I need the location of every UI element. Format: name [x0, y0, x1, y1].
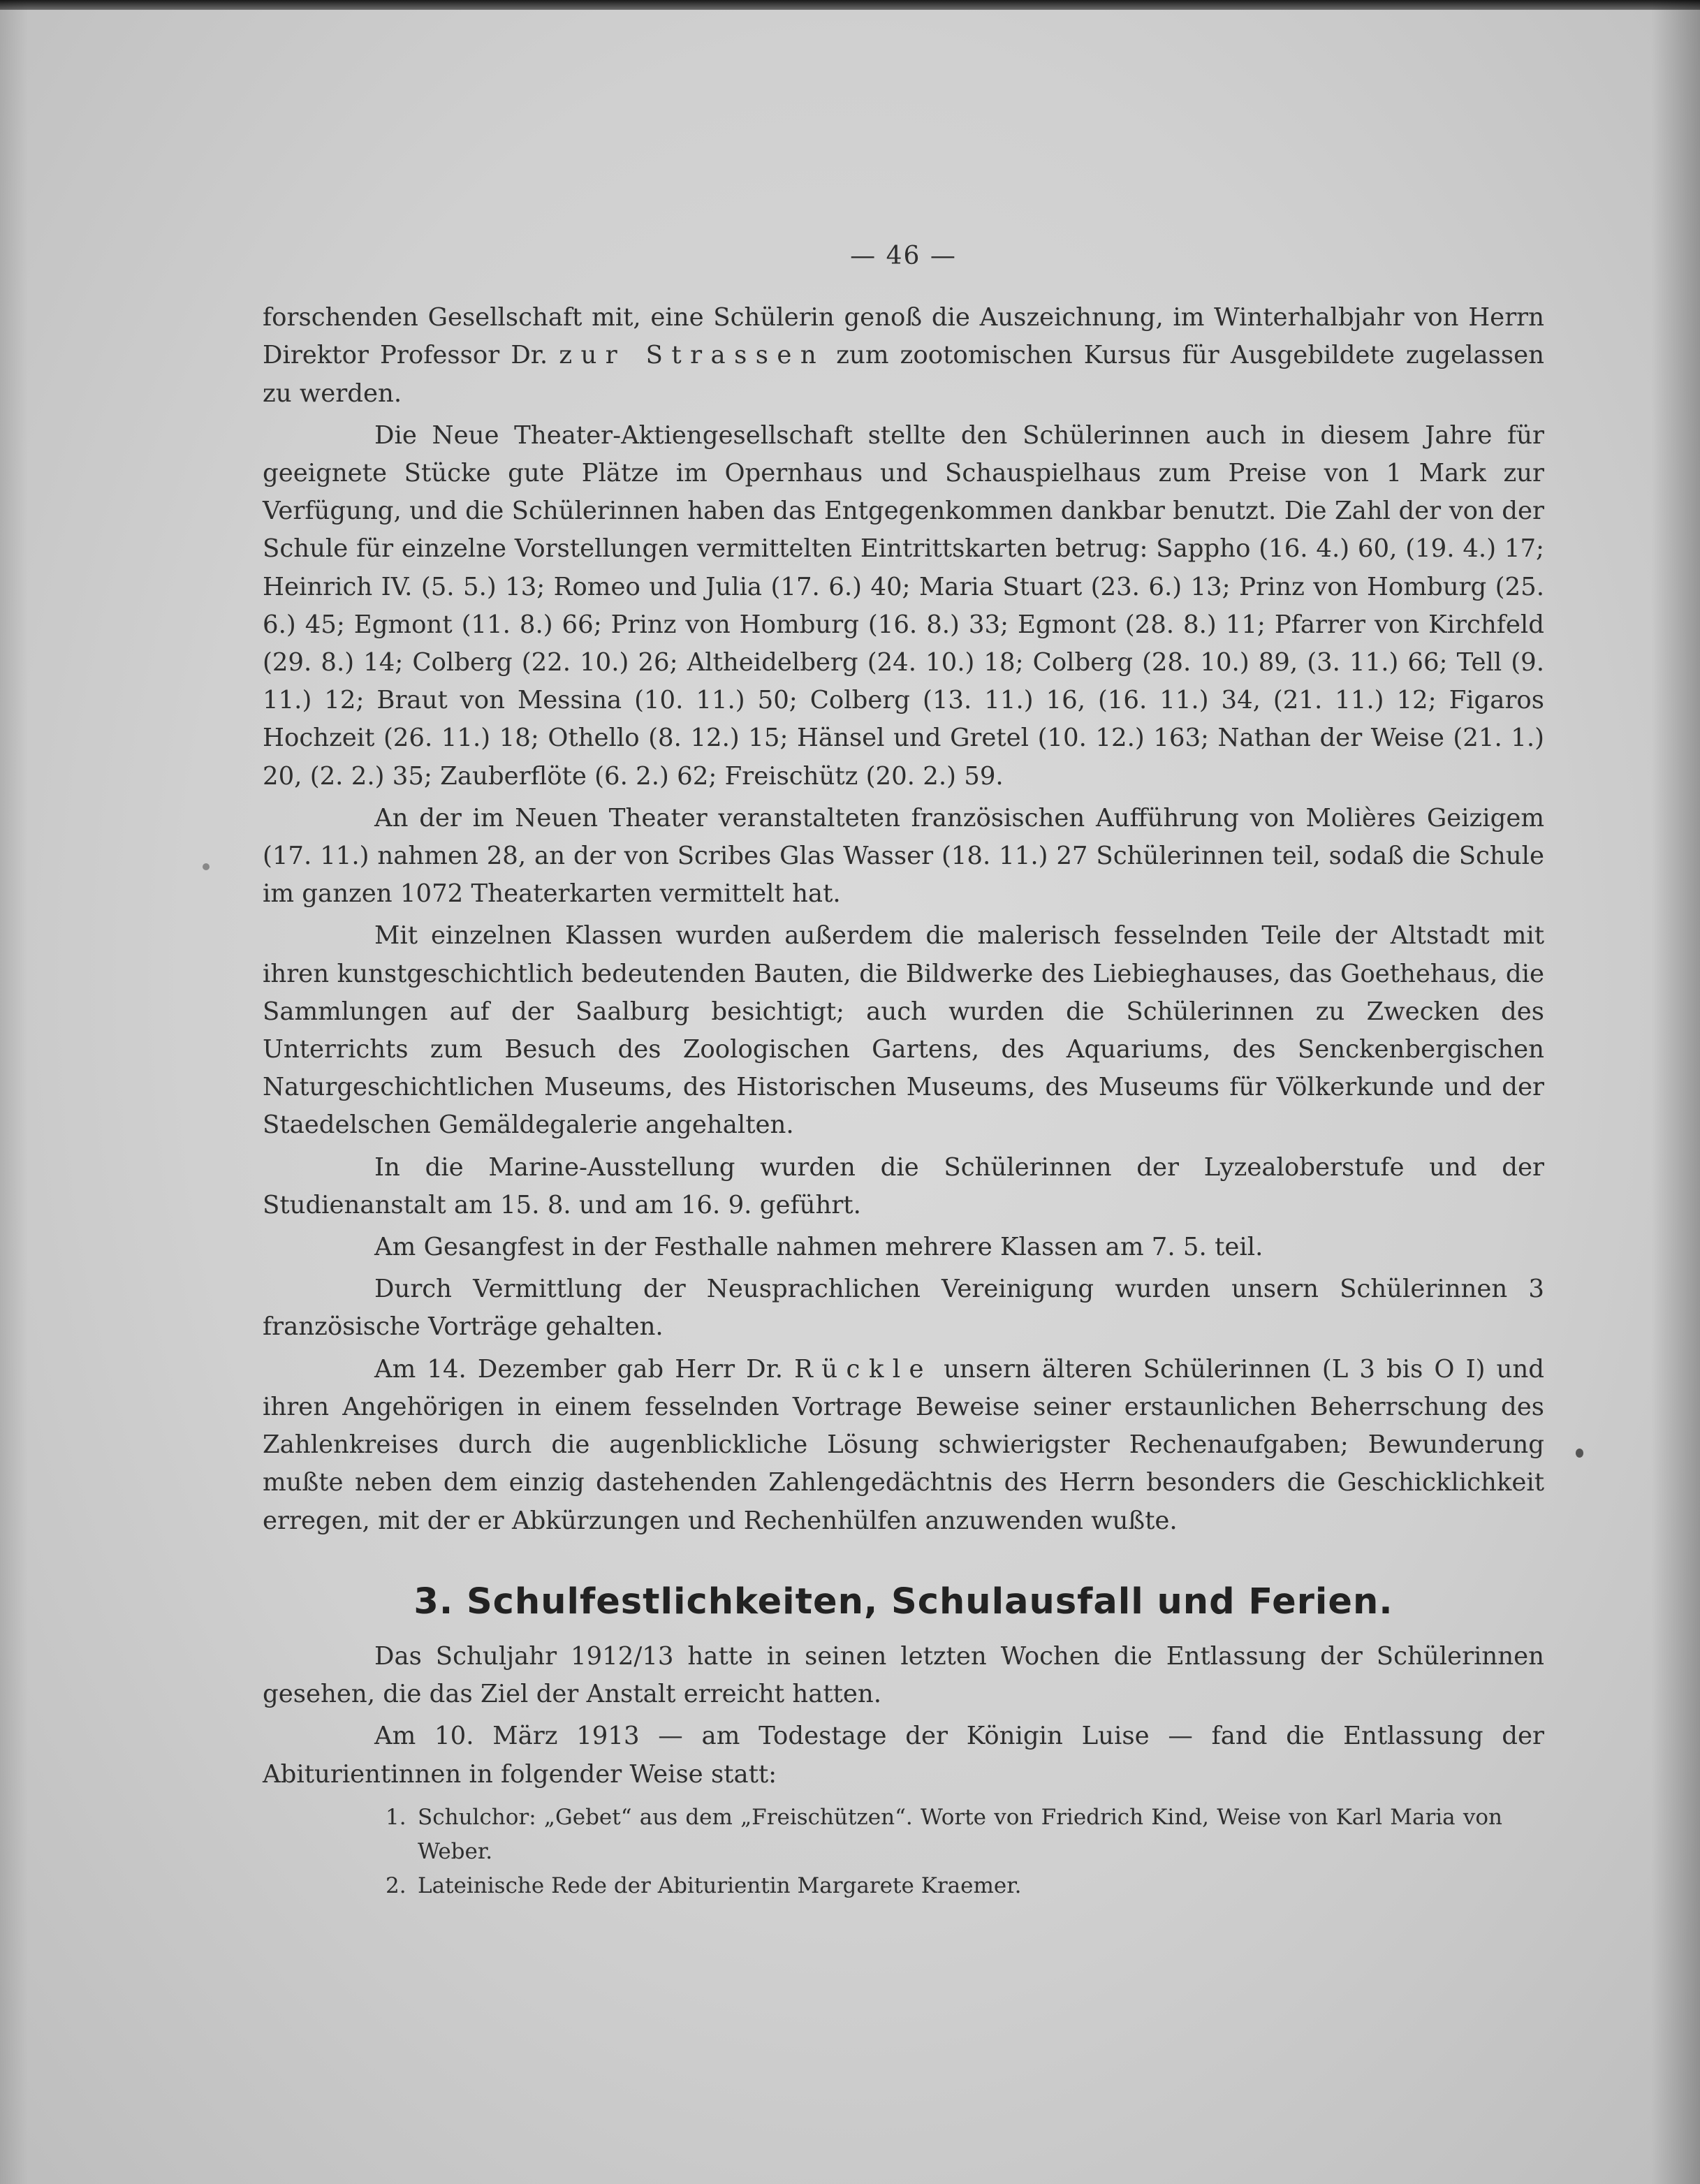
text-body: [263, 237, 1544, 1903]
ceremony-program-list: [263, 1801, 1544, 1903]
paragraph: An der im Neuen Theater veranstalteten französischen Aufführung von Molières Geizigem (17. 11.) nahmen 28, an der von Scribes Glas Wasser (18. 11.) 27 Schülerinnen teil, sodaß die Schule im ganzen 1072 Theaterkarten vermittelt hat.: [263, 803, 1544, 909]
list-item-text: Lateinische Rede der Abiturientin Margarete Kraemer.: [418, 1872, 1022, 1898]
section-heading: 3. Schulfestlichkeiten, Schulausfall und Ferien.: [413, 1581, 1393, 1622]
ink-spot: [203, 863, 210, 870]
paragraph-text: forschenden Gesellschaft mit, eine Schülerin genoß die Auszeichnung, im Winterhalbjahr von Herrn Direktor Professor Dr.: [263, 303, 1544, 370]
scan-edge-top: [0, 0, 1700, 10]
paragraph-text: Am 14. Dezember gab Herr Dr.: [374, 1354, 783, 1384]
ink-spot: [1576, 1449, 1583, 1458]
list-item-number: 1.: [386, 1804, 406, 1830]
paragraph: Am 10. März 1913 — am Todestage der Königin Luise — fand die Entlassung der Abiturientinnen in folgender Weise statt:: [263, 1722, 1544, 1789]
paragraph: [263, 299, 1544, 413]
paragraph: In die Marine-Ausstellung wurden die Schülerinnen der Lyzealoberstufe und der Studienanstalt am 15. 8. und am 16. 9. geführt.: [263, 1152, 1544, 1219]
person-name: Rückle: [794, 1354, 932, 1384]
list-item: [386, 1801, 1502, 1869]
list-item-number: 2.: [386, 1872, 406, 1898]
paragraph: Mit einzelnen Klassen wurden außerdem die malerisch fesselnden Teile der Altstadt mit ihren kunstgeschichtlich bedeutenden Bauten, die Bildwerke des Liebieghauses, das Goethehaus, die Sammlungen auf der Saalburg besichtigt; auch wurden die Schülerinnen zu Zwecken des Unterrichts zum Besuch des Zoologischen Gartens, des Aquariums, des Senckenbergischen Naturgeschichtlichen Museums, des Historischen Museums, des Museums für Völkerkunde und der Staedelschen Gemäldegalerie angehalten.: [263, 921, 1544, 1140]
paragraph: [263, 1351, 1544, 1540]
paragraph-text: unsern älteren Schülerinnen (L 3 bis O I) und ihren Angehörigen in einem fesselnden Vortrage Beweise seiner erstaunlichen Beherrschung des Zahlenkreises durch die augenblickliche Lösung schwierigster Rechenaufgaben; Bewunderung mußte neben dem einzig dastehenden Zahlengedächtnis des Herrn besonders die Geschicklichkeit erregen, mit der er Abkürzungen und Rechenhülfen anzuwenden wußte.: [263, 1354, 1544, 1535]
paragraph: Das Schuljahr 1912/13 hatte in seinen letzten Wochen die Entlassung der Schülerinnen gesehen, die das Ziel der Anstalt erreicht hatten.: [263, 1641, 1544, 1709]
scan-shadow-right: [1651, 0, 1700, 2184]
page-number: — 46 —: [850, 242, 957, 270]
scan-shadow-left: [0, 0, 28, 2184]
list-item: [386, 1869, 1502, 1903]
paragraph: Durch Vermittlung der Neusprachlichen Vereinigung wurden unsern Schülerinnen 3 französische Vorträge gehalten.: [263, 1275, 1544, 1342]
paragraph: Am Gesangfest in der Festhalle nahmen mehrere Klassen am 7. 5. teil.: [374, 1233, 1263, 1262]
paragraph-text: zum zootomischen Kursus für Ausgebildete zugelassen zu werden.: [263, 341, 1544, 408]
paragraph: Die Neue Theater-Aktiengesellschaft stellte den Schülerinnen auch in diesem Jahre für geeignete Stücke gute Plätze im Opernhaus und Schauspielhaus zum Preise von 1 Mark zur Verfügung, und die Schülerinnen haben das Entgegenkommen dankbar benutzt. Die Zahl der von der Schule für einzelne Vorstellungen vermittelten Eintrittskarten betrug: Sappho (16. 4.) 60, (19. 4.) 17; Heinrich IV. (5. 5.) 13; Romeo und Julia (17. 6.) 40; Maria Stuart (23. 6.) 13; Prinz von Homburg (25. 6.) 45; Egmont (11. 8.) 66; Prinz von Homburg (16. 8.) 33; Egmont (28. 8.) 11; Pfarrer von Kirchfeld (29. 8.) 14; Colberg (22. 10.) 26; Altheidelberg (24. 10.) 18; Colberg (28. 10.) 89, (3. 11.) 66; Tell (9. 11.) 12; Braut von Messina (10. 11.) 50; Colberg (13. 11.) 16, (16. 11.) 34, (21. 11.) 12; Figaros Hochzeit (26. 11.) 18; Othello (8. 12.) 15; Hänsel und Gretel (10. 12.) 163; Nathan der Weise (21. 1.) 20, (2. 2.) 35; Zauberflöte (6. 2.) 62; Freischütz (20. 2.) 59.: [263, 420, 1544, 791]
person-name: zur Strassen: [559, 341, 826, 370]
list-item-text: Schulchor: „Gebet“ aus dem „Freischützen“. Worte von Friedrich Kind, Weise von Karl Maria von Weber.: [418, 1804, 1502, 1864]
